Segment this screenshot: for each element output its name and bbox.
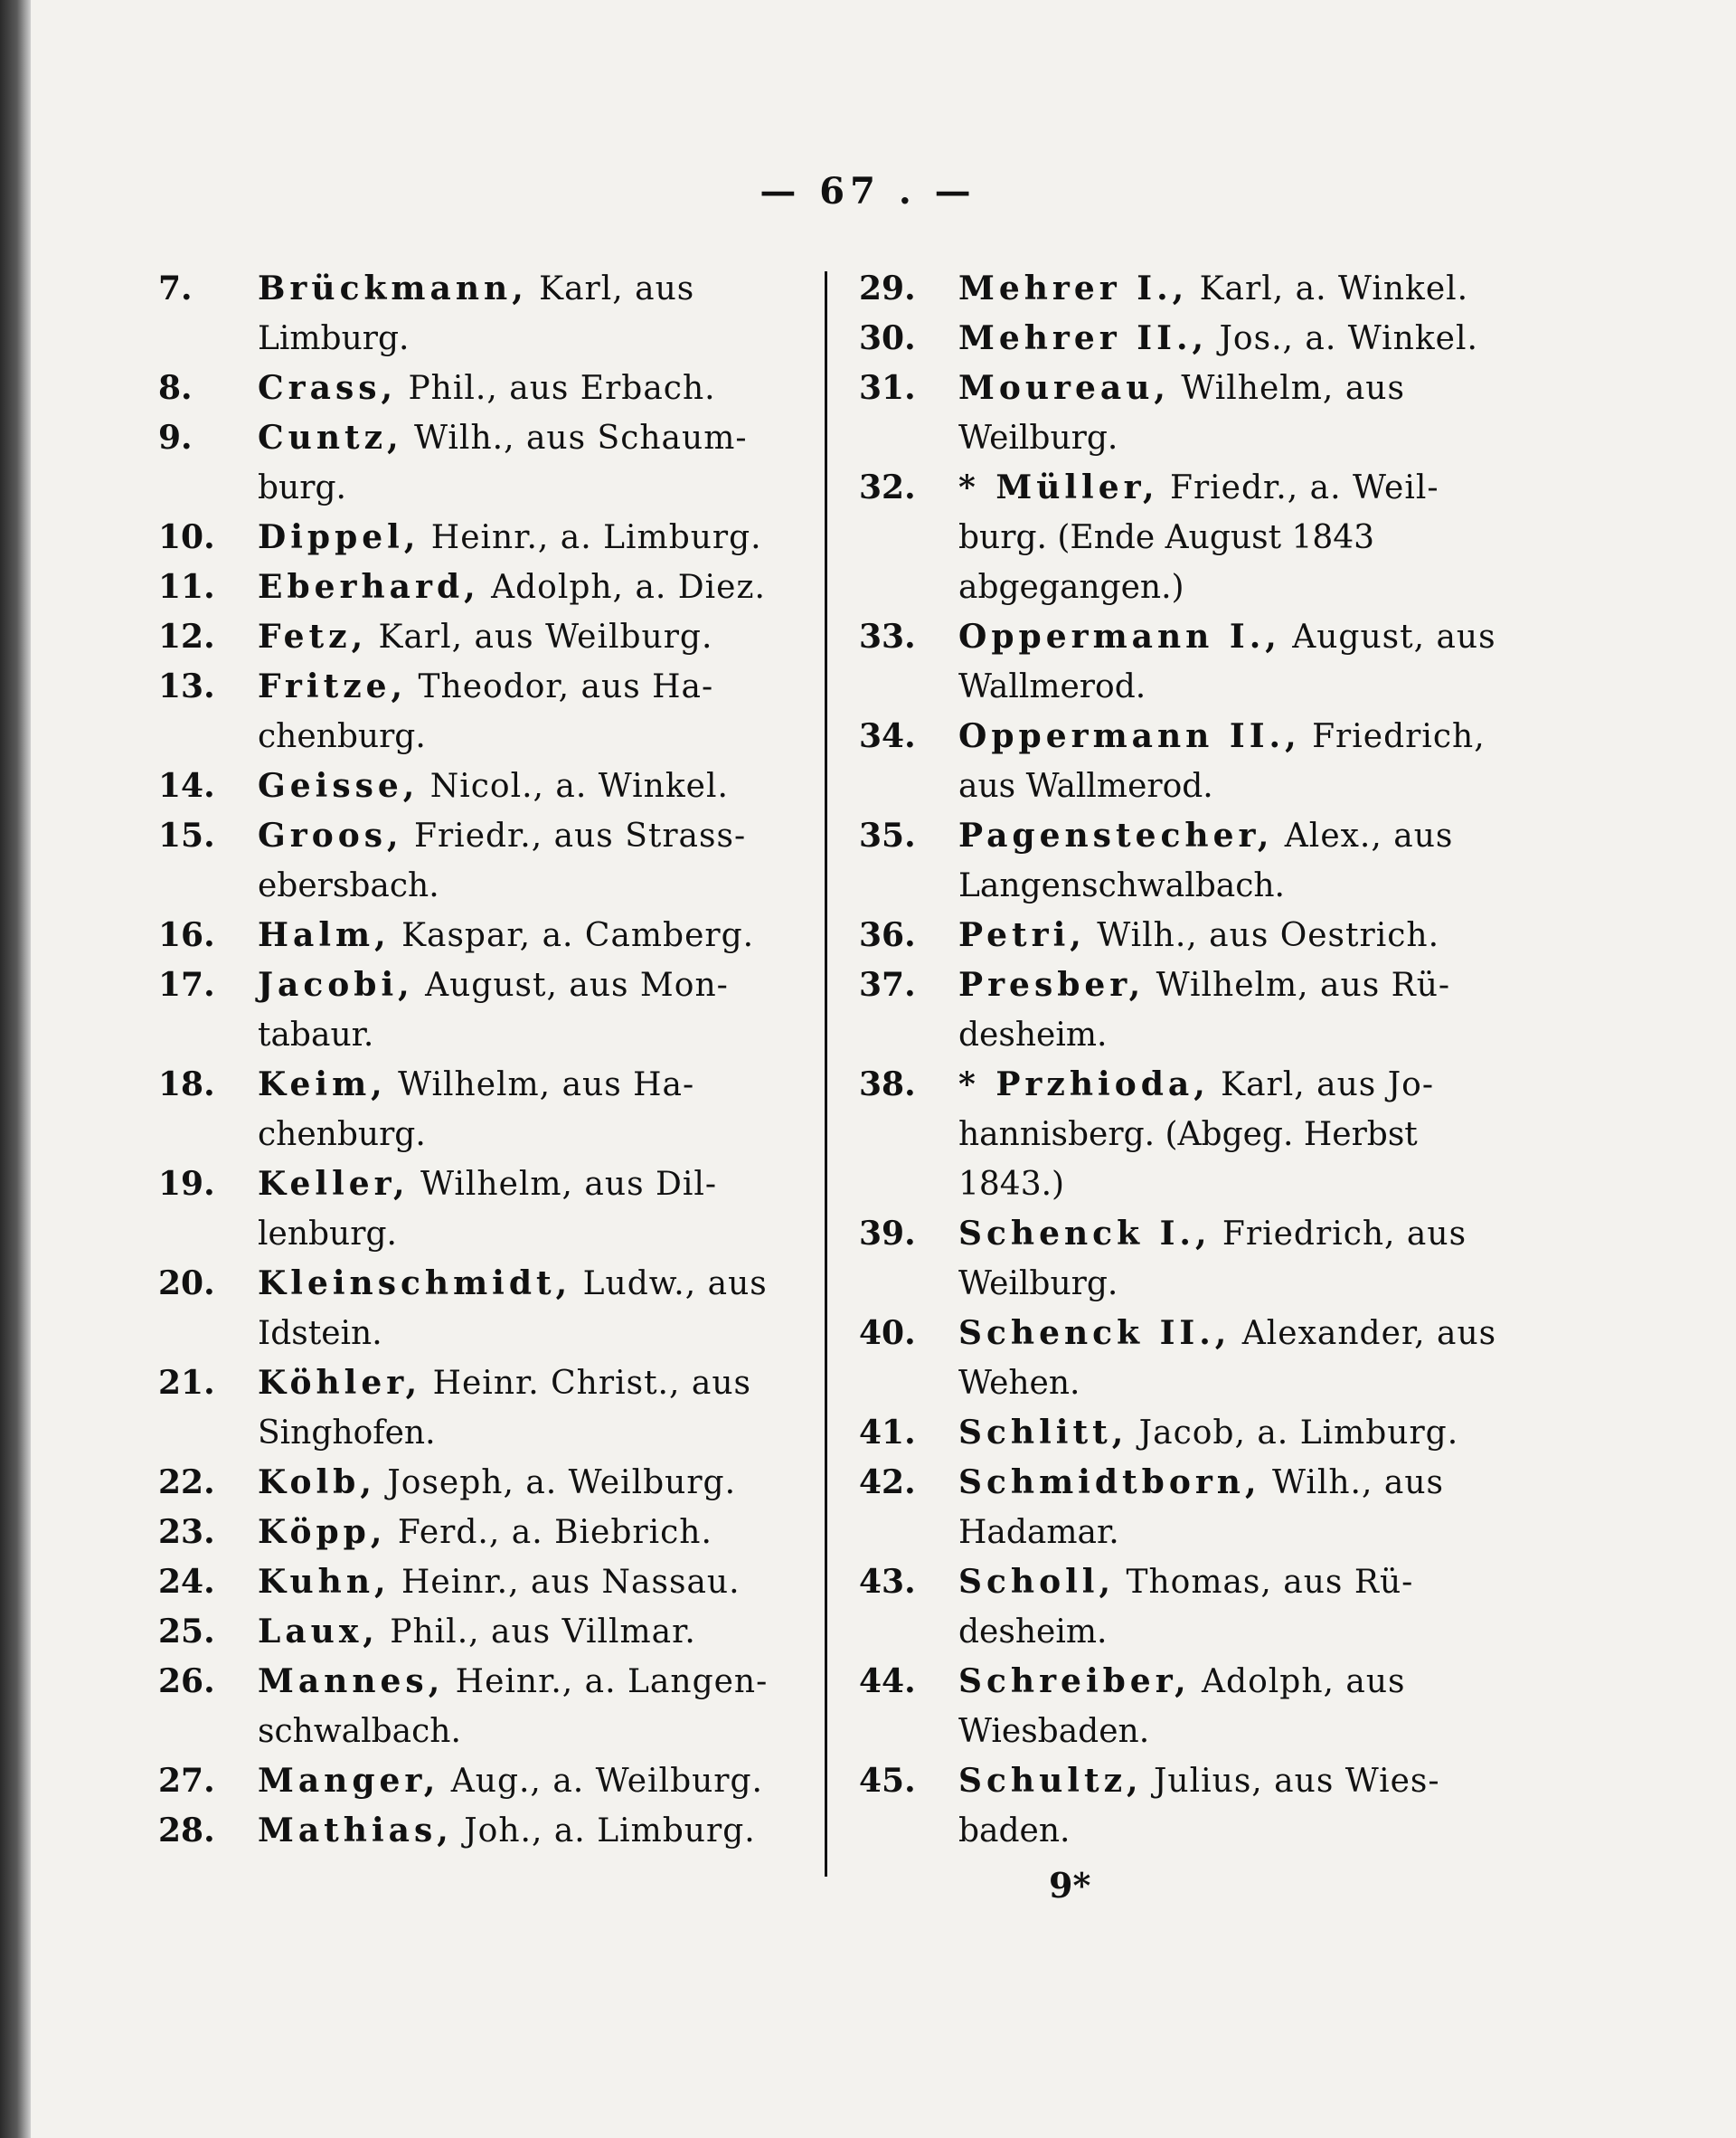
surname: Mannes, [258, 1662, 445, 1700]
entry-number: 17. [158, 966, 215, 1004]
entry-text [258, 513, 773, 563]
given-name-and-origin: Joseph, a. Weilburg. [375, 1464, 737, 1501]
entry-number: 22. [158, 1463, 215, 1501]
surname: Mehrer II., [958, 319, 1209, 357]
entry-continuation-line: lenburg. [258, 1216, 397, 1253]
entry-text [258, 563, 773, 612]
entry-number: 41. [859, 1414, 916, 1452]
surname: Oppermann I., [958, 618, 1281, 656]
entry-text [958, 463, 1474, 612]
entry-line-1 [258, 911, 773, 960]
list-item [158, 1358, 773, 1458]
entry-text [958, 1060, 1474, 1209]
entry-number: 15. [158, 817, 215, 855]
entry-number: 37. [859, 966, 916, 1004]
list-item [859, 1557, 1474, 1657]
entry-continuation-line: Singhofen. [258, 1414, 436, 1452]
entry-line-1 [958, 463, 1474, 513]
entry-continuation-line: abgegangen.) [958, 569, 1184, 606]
entry-line-1 [958, 1458, 1474, 1508]
given-name-and-origin: Wilhelm, aus Dil- [409, 1166, 718, 1203]
entry-line-1 [258, 1458, 773, 1508]
entry-number: 29. [859, 270, 916, 307]
list-item [158, 1259, 773, 1358]
surname: Schultz, [958, 1762, 1143, 1800]
entry-continuation-line: Hadamar. [958, 1514, 1119, 1551]
entry-number: 23. [158, 1513, 215, 1551]
surname: Eberhard, [258, 568, 480, 606]
given-name-and-origin: Phil., aus Villmar. [378, 1613, 696, 1651]
surname: Köpp, [258, 1513, 387, 1551]
entry-continuation-line: tabaur. [258, 1017, 374, 1054]
entry-line-1 [958, 1209, 1474, 1259]
entry-text [258, 1259, 773, 1358]
entry-number: 43. [859, 1563, 916, 1601]
signature-mark: 9* [1049, 1865, 1091, 1906]
given-name-and-origin: Aug., a. Weilburg. [439, 1763, 763, 1800]
entry-number: 45. [859, 1762, 916, 1800]
surname: Cuntz, [258, 419, 403, 457]
list-item [158, 662, 773, 762]
list-item [859, 1309, 1497, 1408]
entry-line-1 [958, 911, 1474, 960]
given-name-and-origin: Friedr., a. Weil- [1158, 469, 1439, 506]
surname: Crass, [258, 369, 398, 407]
entry-text [958, 960, 1474, 1060]
entry-text [258, 911, 773, 960]
given-name-and-origin: Ludw., aus [571, 1265, 768, 1302]
entry-line-1 [258, 1508, 773, 1557]
entry-text [258, 1358, 773, 1458]
entry-text [258, 1060, 773, 1159]
entry-continuation-line: chenburg. [258, 1116, 426, 1153]
surname: Schreiber, [958, 1662, 1191, 1700]
given-name-and-origin: Theodor, aus Ha- [407, 668, 714, 705]
entry-continuation-line: Idstein. [258, 1315, 382, 1352]
list-item [158, 1508, 773, 1557]
entry-line-1 [958, 1309, 1496, 1358]
given-name-and-origin: Heinr., a. Langen- [444, 1663, 769, 1700]
surname: Kuhn, [258, 1563, 391, 1601]
page-header: — 67 . — [760, 170, 976, 213]
entry-text [258, 264, 773, 364]
entry-text [258, 1607, 773, 1657]
list-item [859, 1408, 1474, 1458]
surname: Moureau, [958, 369, 1170, 407]
list-item [158, 960, 773, 1060]
entry-text [958, 911, 1474, 960]
given-name-and-origin: Jos., a. Winkel. [1208, 320, 1478, 357]
list-item [859, 314, 1478, 364]
entry-text [958, 1756, 1474, 1856]
given-name-and-origin: Karl, aus Weilburg. [367, 619, 713, 656]
entry-line-1 [258, 1259, 773, 1309]
list-item [158, 1458, 773, 1508]
entry-text [958, 1458, 1474, 1557]
list-item [859, 612, 1496, 712]
entry-line-1 [958, 1060, 1474, 1110]
surname: Mathias, [258, 1812, 453, 1849]
surname: Fritze, [258, 667, 408, 705]
given-name-and-origin: Karl, a. Winkel. [1188, 270, 1469, 307]
entry-continuation-line: aus Wallmerod. [958, 768, 1213, 805]
surname: Fetz, [258, 618, 368, 656]
entry-number: 8. [158, 369, 193, 407]
entry-line-1 [258, 662, 773, 712]
list-item [859, 960, 1474, 1060]
given-name-and-origin: Joh., a. Limburg. [452, 1812, 756, 1849]
surname: Halm, [258, 916, 391, 954]
entry-line-1 [258, 1557, 773, 1607]
entry-line-1 [958, 612, 1496, 662]
entry-number: 34. [859, 717, 916, 755]
entry-text [258, 1657, 773, 1756]
entry-text [958, 612, 1496, 712]
left-column-list [158, 264, 773, 1856]
entry-line-1 [258, 1756, 773, 1806]
list-item [859, 1060, 1474, 1209]
given-name-and-origin: Friedrich, aus [1211, 1216, 1467, 1253]
given-name-and-origin: Alexander, aus [1231, 1315, 1497, 1352]
entry-text [258, 413, 773, 513]
surname: Schmidtborn, [958, 1463, 1261, 1501]
entry-number: 40. [859, 1314, 916, 1352]
entry-line-1 [958, 1756, 1474, 1806]
list-item [859, 264, 1474, 314]
entry-number: 20. [158, 1264, 215, 1302]
given-name-and-origin: Thomas, aus Rü- [1115, 1564, 1414, 1601]
given-name-and-origin: Wilhelm, aus [1169, 370, 1405, 407]
given-name-and-origin: Karl, aus Jo- [1209, 1066, 1434, 1103]
list-item [158, 762, 773, 811]
surname: Kolb, [258, 1463, 376, 1501]
given-name-and-origin: August, aus [1280, 619, 1496, 656]
surname: Kleinschmidt, [258, 1264, 572, 1302]
given-name-and-origin: Heinr., a. Limburg. [420, 519, 762, 556]
entry-text [258, 762, 773, 811]
entry-number: 18. [158, 1065, 215, 1103]
entry-line-1 [258, 513, 773, 563]
entry-line-1 [958, 364, 1474, 413]
given-name-and-origin: Heinr., aus Nassau. [390, 1564, 741, 1601]
entry-line-1 [258, 413, 773, 463]
entry-number: 31. [859, 369, 916, 407]
list-item [158, 612, 773, 662]
entry-line-1 [258, 811, 773, 861]
entry-number: 7. [158, 270, 193, 307]
surname: Presber, [958, 966, 1146, 1004]
surname: Pagenstecher, [958, 817, 1274, 855]
list-item [859, 1657, 1474, 1756]
entry-line-1 [258, 1607, 773, 1657]
list-item [158, 1756, 773, 1806]
entry-text [958, 1657, 1474, 1756]
entry-line-1 [258, 563, 773, 612]
given-name-and-origin: Karl, aus [527, 270, 695, 307]
list-item [158, 1657, 773, 1756]
surname: Geisse, [258, 767, 420, 805]
surname: Keller, [258, 1165, 410, 1203]
entry-text [958, 364, 1474, 463]
surname: Oppermann II., [958, 717, 1301, 755]
entry-continuation-line: Wallmerod. [958, 668, 1146, 705]
given-name-and-origin: Wilh., aus [1260, 1464, 1445, 1501]
entry-text [958, 1209, 1474, 1309]
surname: * Przhioda, [958, 1065, 1210, 1103]
list-item [158, 1806, 773, 1856]
entry-line-1 [958, 1408, 1474, 1458]
entry-number: 42. [859, 1463, 916, 1501]
surname: Köhler, [258, 1364, 422, 1402]
entry-line-1 [958, 314, 1478, 364]
entry-line-1 [258, 1159, 773, 1209]
entry-text [258, 662, 773, 762]
entry-line-1 [258, 264, 773, 314]
list-item [158, 563, 773, 612]
surname: Keim, [258, 1065, 387, 1103]
list-item [859, 811, 1474, 911]
entry-number: 25. [158, 1613, 215, 1651]
entry-number: 9. [158, 419, 193, 457]
entry-number: 44. [859, 1662, 916, 1700]
given-name-and-origin: Wilhelm, aus Rü- [1145, 967, 1451, 1004]
list-item [158, 911, 773, 960]
entry-line-1 [958, 264, 1474, 314]
entry-text [958, 1557, 1474, 1657]
list-item [158, 413, 773, 513]
entry-line-1 [958, 1657, 1474, 1707]
entry-text [258, 1806, 773, 1856]
entry-continuation-line: desheim. [958, 1017, 1108, 1054]
list-item [158, 264, 773, 364]
entry-text [258, 1756, 773, 1806]
entry-number: 10. [158, 518, 215, 556]
entry-line-1 [258, 762, 773, 811]
surname: Schlitt, [958, 1414, 1128, 1452]
given-name-and-origin: Friedr., aus Strass- [402, 818, 747, 855]
list-item [859, 712, 1486, 811]
entry-text [258, 1557, 773, 1607]
right-column-list [859, 264, 1497, 1856]
surname: Jacobi, [258, 966, 414, 1004]
entry-line-1 [958, 960, 1474, 1010]
given-name-and-origin: Jacob, a. Limburg. [1127, 1414, 1459, 1452]
entry-number: 11. [158, 568, 215, 606]
entry-number: 27. [158, 1762, 215, 1800]
entry-text [258, 1458, 773, 1508]
entry-continuation-line: Wiesbaden. [958, 1713, 1150, 1750]
entry-continuation-line: desheim. [958, 1613, 1108, 1651]
entry-number: 14. [158, 767, 215, 805]
entry-number: 30. [859, 319, 916, 357]
list-item [158, 364, 773, 413]
entry-continuation-line: Langenschwalbach. [958, 867, 1286, 904]
surname: Schenck II., [958, 1314, 1231, 1352]
entry-continuation-line: Weilburg. [958, 420, 1118, 457]
list-item [859, 1209, 1474, 1309]
surname: Schenck I., [958, 1215, 1212, 1253]
entry-continuation-line: burg. [258, 469, 346, 506]
entry-continuation-line: hannisberg. (Abgeg. Herbst [958, 1116, 1418, 1153]
entry-text [258, 960, 773, 1060]
given-name-and-origin: August, aus Mon- [413, 967, 729, 1004]
entry-text [258, 612, 773, 662]
list-item [859, 1756, 1474, 1856]
entry-text [958, 712, 1486, 811]
entry-text [958, 811, 1474, 911]
entry-line-1 [958, 712, 1486, 762]
entry-number: 24. [158, 1563, 215, 1601]
entry-text [258, 364, 773, 413]
entry-number: 19. [158, 1165, 215, 1203]
list-item [859, 364, 1474, 463]
given-name-and-origin: Alex., aus [1273, 818, 1454, 855]
entry-line-1 [258, 1060, 773, 1110]
entry-text [958, 1309, 1496, 1408]
list-item [158, 1060, 773, 1159]
list-item [158, 811, 773, 911]
entry-number: 35. [859, 817, 916, 855]
surname: Manger, [258, 1762, 440, 1800]
entry-text [958, 264, 1474, 314]
surname: Petri, [958, 916, 1086, 954]
entry-line-1 [258, 364, 773, 413]
entry-number: 26. [158, 1662, 215, 1700]
entry-number: 38. [859, 1065, 916, 1103]
entry-number: 36. [859, 916, 916, 954]
entry-line-1 [958, 1557, 1474, 1607]
given-name-and-origin: Heinr. Christ., aus [421, 1365, 751, 1402]
entry-line-1 [258, 1657, 773, 1707]
given-name-and-origin: Wilhelm, aus Ha- [386, 1066, 695, 1103]
entry-line-1 [258, 1358, 773, 1408]
entry-continuation-line: schwalbach. [258, 1713, 461, 1750]
entry-continuation-line: chenburg. [258, 718, 426, 755]
entry-continuation-line: ebersbach. [258, 867, 439, 904]
given-name-and-origin: Nicol., a. Winkel. [419, 768, 729, 805]
given-name-and-origin: Adolph, a. Diez. [479, 569, 766, 606]
entry-continuation-line: 1843.) [958, 1166, 1065, 1203]
book-gutter-shadow [0, 0, 31, 2138]
list-item [859, 1458, 1474, 1557]
entry-number: 16. [158, 916, 215, 954]
entry-line-1 [258, 1806, 773, 1856]
entry-text [258, 1508, 773, 1557]
list-item [158, 1557, 773, 1607]
surname: Laux, [258, 1613, 379, 1651]
entry-number: 32. [859, 468, 916, 506]
given-name-and-origin: Adolph, aus [1190, 1663, 1406, 1700]
entry-number: 33. [859, 618, 916, 656]
entry-number: 21. [158, 1364, 215, 1402]
entry-continuation-line: Weilburg. [958, 1265, 1118, 1302]
entry-number: 13. [158, 667, 215, 705]
surname: Mehrer I., [958, 270, 1189, 307]
entry-text [958, 314, 1478, 364]
surname: Brückmann, [258, 270, 528, 307]
entry-number: 12. [158, 618, 215, 656]
entry-continuation-line: burg. (Ende August 1843 [958, 519, 1375, 556]
surname: * Müller, [958, 468, 1159, 506]
given-name-and-origin: Friedrich, [1300, 718, 1486, 755]
entry-continuation-line: baden. [958, 1812, 1071, 1849]
entry-number: 39. [859, 1215, 916, 1253]
given-name-and-origin: Wilh., aus Schaum- [402, 420, 748, 457]
column-divider [825, 271, 827, 1877]
list-item [859, 911, 1474, 960]
list-item [158, 513, 773, 563]
given-name-and-origin: Wilh., aus Oestrich. [1085, 917, 1440, 954]
list-item [158, 1607, 773, 1657]
entry-continuation-line: Limburg. [258, 320, 410, 357]
given-name-and-origin: Kaspar, a. Camberg. [390, 917, 755, 954]
surname: Dippel, [258, 518, 420, 556]
entry-continuation-line: Wehen. [958, 1365, 1080, 1402]
given-name-and-origin: Ferd., a. Biebrich. [386, 1514, 712, 1551]
entry-text [258, 1159, 773, 1259]
entry-line-1 [258, 960, 773, 1010]
entry-line-1 [958, 811, 1474, 861]
given-name-and-origin: Phil., aus Erbach. [397, 370, 716, 407]
entry-text [958, 1408, 1474, 1458]
surname: Groos, [258, 817, 403, 855]
given-name-and-origin: Julius, aus Wies- [1142, 1763, 1440, 1800]
surname: Scholl, [958, 1563, 1115, 1601]
entry-line-1 [258, 612, 773, 662]
list-item [158, 1159, 773, 1259]
entry-number: 28. [158, 1812, 215, 1849]
list-item [859, 463, 1474, 612]
entry-text [258, 811, 773, 911]
